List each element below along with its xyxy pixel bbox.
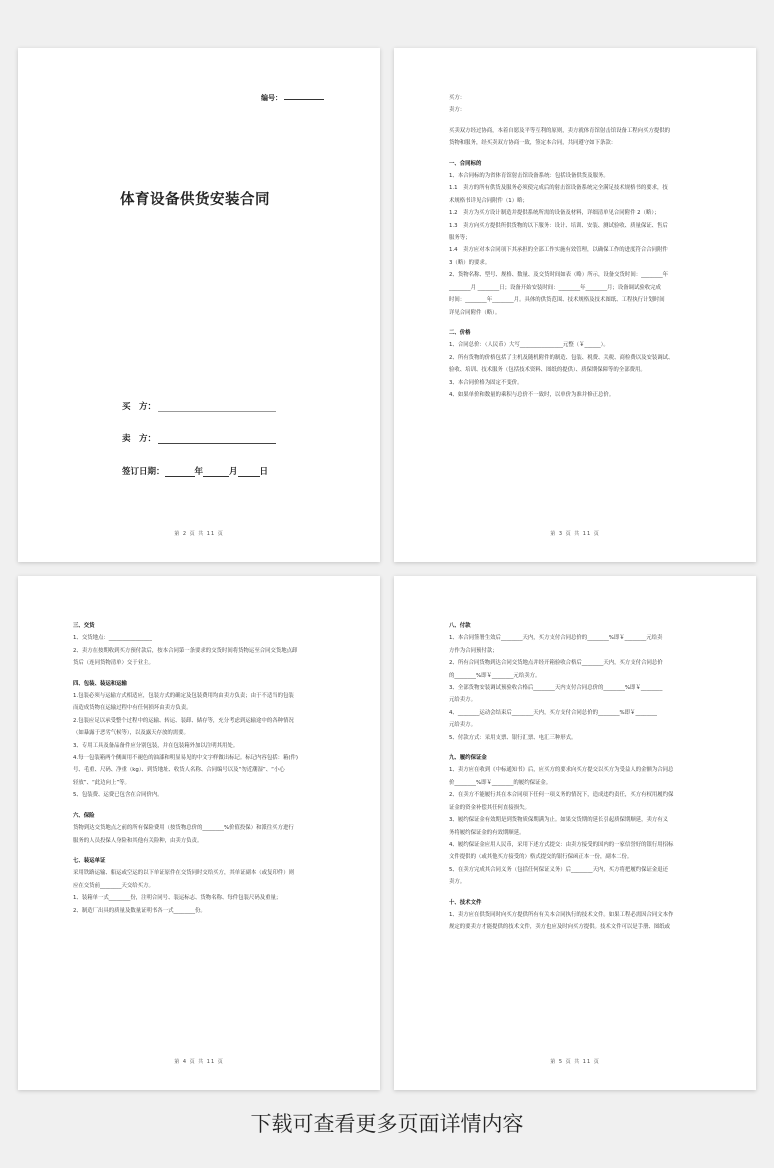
paragraph-line: 3、专用工具及备品备件应分别包装，并在包装箱外加以注明其用处。	[73, 742, 239, 749]
paragraph-line: 2、所有货物的价格包括了主机及随机附件的制造、包装、税费、关税、商检费以及安装调试、	[449, 354, 674, 361]
section-heading: 四、包装、装运和运输	[73, 680, 127, 687]
sign-date-label: 签订日期：	[122, 467, 165, 477]
paragraph-line: （如暴露于恶劣气候等），以及露天存放的需要。	[73, 730, 189, 737]
paragraph-line	[73, 847, 325, 855]
year-label: 年	[194, 467, 204, 477]
paragraph-line: 号、毛重、尺码、净重（kg）、到货地址、收货人名称、合同编号以及“勿近潮湿”、“小心	[73, 767, 285, 774]
seller-blank	[158, 443, 276, 444]
page-footer: 第 2 页 共 11 页	[174, 531, 224, 537]
section-heading: 六、保险	[73, 812, 95, 819]
contract-page-5	[394, 576, 756, 1090]
contract-number	[261, 93, 324, 103]
paragraph-line: 1.3 卖方向买方提供所供货物的以下服务：设计、培训、安装、测试验收、质量保证、售后	[449, 222, 668, 229]
paragraph-line: 时间：________年________月。具体的供货范围、技术规格及技术图纸、工程执行计划时间	[449, 297, 665, 304]
paragraph-line: 货物和服务，经买卖双方协商一致，签定本合同，共同遵守如下条款：	[449, 140, 617, 147]
paragraph-line: 价________%即￥________的履约保证金。	[449, 779, 552, 786]
month-blank	[203, 476, 229, 477]
page-content	[449, 92, 701, 401]
paragraph-line: 2、货物名称、型号、规格、数量、及交货时间如表（略）所示，设备交货时间：________年	[449, 272, 669, 279]
download-caption: 下载可查看更多页面详情内容	[250, 1112, 524, 1136]
paragraph-line: 货物到达交货地点之前的所有保险费用（按货物总价的________%价值投保）和派往买方进行	[73, 825, 294, 832]
section-heading: 一、合同标的	[449, 160, 482, 167]
paragraph-line: 采用铁路运输、船运或空运的以下单证原件在交货同时交给买方，其单证副本（或复印件）则	[73, 870, 295, 877]
paragraph-line: 详见合同附件（略）。	[449, 309, 501, 316]
paragraph-line: 2、在卖方不能履行其在本合同项下任何一项义务的情况下，造成违约责任，买方有权用履约保	[449, 792, 674, 799]
paragraph-line	[449, 319, 701, 327]
paragraph-line: 1、装箱单一式________份，注明合同号、装运标志、货物名称、每件包装尺码及重量；	[73, 895, 282, 902]
month-label: 月	[229, 467, 238, 477]
paragraph-line: 货后（连同货物清单）交于业主。	[73, 660, 154, 667]
buyer-blank	[158, 411, 276, 412]
paragraph-line: 4、如果单价和数量的乘积与总价不一致时，以单价为准并修正总价。	[449, 391, 615, 398]
paragraph-line	[449, 889, 701, 897]
year-blank	[165, 476, 195, 477]
sign-date-row	[122, 465, 268, 477]
day-label: 日	[259, 467, 269, 477]
section-heading: 十、技术文件	[449, 899, 482, 906]
paragraph-line: 5、在卖方完成其合同义务（包括任何保证义务）后________天内，买方将把履约保证金退还	[449, 866, 669, 873]
cover-page	[18, 48, 380, 562]
paragraph-line	[449, 744, 701, 752]
document-title: 体育设备供货安装合同	[120, 192, 270, 208]
paragraph-line: 轻放”、“此边向上”等。	[73, 779, 130, 786]
day-blank	[238, 476, 260, 477]
paragraph-line: 1.2 卖方为买方设计制造并提供系统所需的设备及材料，详细清单见合同附件 2（略）；	[449, 210, 660, 217]
paragraph-line: 5、包装费、运费已包含在合同价内。	[73, 792, 163, 799]
paragraph-line: 术规格书详见合同附件（1）略；	[449, 197, 528, 204]
paragraph-line: 2.包装应足以承受整个过程中的运输、转运、装卸、储存等，充分考虑到运输途中的各种情况	[73, 717, 294, 724]
paragraph-line: 2、所有合同货物到达合同交货地点并经开箱验收合格后________天内，买方支付合同总价	[449, 660, 663, 667]
paragraph-line	[449, 150, 701, 158]
paragraph-line: 3（略）的要求。	[449, 259, 491, 266]
paragraph-line: 2、制造厂出具的质量及数量证明书各一式________份。	[73, 907, 206, 914]
paragraph-line: 元给卖方。	[449, 697, 476, 704]
paragraph-line: 4、履约保证金应用人民币，采用下述方式提交：由卖方接受的国内的一家信誉好的银行用招标	[449, 841, 674, 848]
paragraph-line: 而造成货物在运输过程中有任何损坏由卖方负责。	[73, 705, 192, 712]
paragraph-line: 证金的资金补偿其任何直接损失。	[449, 804, 530, 811]
section-heading: 三、交货	[73, 623, 95, 629]
paragraph-line: 买方：	[449, 95, 466, 101]
paragraph-line: 4.每一包装箱两个侧面用不褪色的油漆和明显易见的中文字样做出标记。标记内容包括：箱(件)	[73, 755, 298, 762]
paragraph-line	[449, 117, 701, 125]
paragraph-line	[73, 670, 325, 678]
paragraph-line: 规定的要卖方才能提供的技术文件，卖方也应及时向买方提供。技术文件可以是手册、图纸或	[449, 924, 671, 931]
paragraph-line: 1.1 卖方的所有供货及服务必须使完成后的射击馆设备系统完全满足技术规格书的要求，技	[449, 185, 668, 192]
paragraph-line: 4、________运动会结束后________天内，买方支付合同总价的________%即￥________	[449, 709, 658, 716]
page-footer: 第 5 页 共 11 页	[550, 1059, 600, 1065]
seller-row	[122, 432, 276, 444]
seller-label: 卖 方：	[122, 434, 157, 444]
section-heading: 七、装运单证	[73, 857, 106, 864]
section-heading: 九、履约保证金	[449, 755, 487, 762]
paragraph-line: 服务的人员投保人身险和其他有关险种，由卖方负责。	[73, 837, 203, 844]
page-content	[73, 620, 325, 917]
buyer-row	[122, 400, 276, 412]
paragraph-line: 5、付款方式：采用支票、银行汇票、电汇三种形式。	[449, 734, 577, 741]
paragraph-line: 卖方：	[449, 107, 466, 114]
paragraph-line: 元给卖方。	[449, 722, 476, 729]
section-heading: 二、价格	[449, 329, 471, 336]
paragraph-line: 的________%即￥________元给卖方。	[449, 672, 541, 679]
paragraph-line: 3、本合同价格为固定不变价。	[449, 379, 523, 386]
contract-number-label: 编号：	[261, 94, 282, 102]
paragraph-line: 1、本合同标的为省体育馆射击馆设备系统：包括设备供货及服务。	[449, 173, 609, 180]
paragraph-line: 服务等；	[449, 235, 471, 242]
paragraph-line: 3、履约保证金有效期是到货物质保期满为止。如果交货期的延长引起质保期顺延，卖方有义	[449, 817, 669, 824]
paragraph-line: 方作为合同预付款；	[449, 647, 498, 654]
page-footer: 第 3 页 共 11 页	[550, 531, 600, 537]
paragraph-line: 1、本合同签署生效后________天内，买方支付合同总价的________%即￥________元给卖	[449, 635, 663, 642]
paragraph-line: 1.4 卖方应对本合同项下其承担的全部工作实施有效管理，以确保工作的进度符合合同附件	[449, 247, 668, 254]
paragraph-line	[73, 802, 325, 810]
contract-page-4	[18, 576, 380, 1090]
paragraph-line: 验收、培训、技术服务（包括技术资料、图纸的提供）、质保期保障等的全部费用。	[449, 367, 646, 374]
paragraph-line: 3、全部货物安装调试预验收合格后________天内支付合同总价的________%即￥________	[449, 685, 663, 692]
paragraph-line: 文件提供的（或其他买方接受的）格式提交的银行保函正本一份，副本二份。	[449, 854, 633, 861]
paragraph-line: 1.包装必须与运输方式相适应，包装方式的确定及包装费用均由卖方负责；由于不适当的包装	[73, 693, 294, 700]
paragraph-line: 1、卖方应在供货同时向买方提供所有有关本合同执行的技术文件。如果工程必需因合同文本作	[449, 911, 674, 918]
buyer-label: 买 方：	[122, 402, 157, 412]
paragraph-line: 1、合同总价：（人民币）大写________________元整（￥______）。	[449, 342, 609, 349]
paragraph-line: 1、交货地点：________________	[73, 635, 152, 642]
contract-number-blank	[284, 99, 324, 100]
paragraph-line: ________月 ________日；设备开始安装时间：________年________月；设备调试验收完成	[449, 284, 661, 291]
paragraph-line: 应在交货前________天交给买方。	[73, 882, 154, 889]
contract-page-3	[394, 48, 756, 562]
paragraph-line: 1、卖方应在收到《中标通知书》后，应买方的要求向买方提交以买方为受益人的金额为合同总	[449, 767, 674, 774]
watermark	[41, 474, 77, 512]
paragraph-line: 卖方。	[449, 879, 466, 886]
page-footer: 第 4 页 共 11 页	[174, 1059, 224, 1065]
paragraph-line: 2、卖方在按期收到买方预付款后，按本合同第一条要求的交货时间将货物运至合同交货地点卸	[73, 647, 298, 654]
page-content	[449, 620, 701, 934]
section-heading: 八、付款	[449, 623, 471, 629]
paragraph-line: 买卖双方经过协商，本着自愿及平等互利的原则，卖方就体育馆射击馆设备工程向买方提供的	[449, 127, 671, 134]
paragraph-line: 务将履约保证金的有效期顺延。	[449, 829, 525, 836]
